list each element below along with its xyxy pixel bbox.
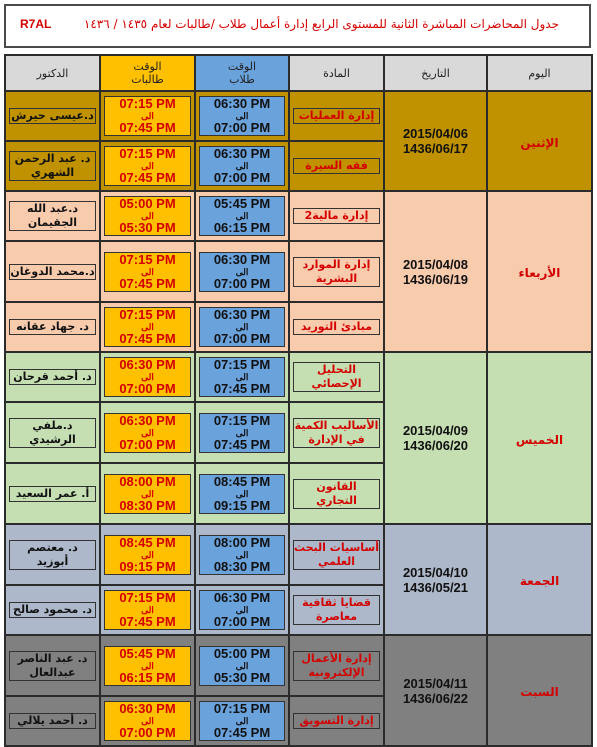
table-row <box>5 352 592 402</box>
day-name: الخميس <box>515 432 564 447</box>
course-cell-box <box>293 540 380 570</box>
course-cell <box>289 241 384 302</box>
female-time-cell-box <box>104 474 191 514</box>
doctor-cell <box>5 352 100 402</box>
time-separator: الى <box>235 322 249 332</box>
day-cell <box>487 91 592 191</box>
header-male-time-line1: الوقت <box>227 60 257 73</box>
female-time-cell-box <box>104 646 191 686</box>
male-end: 07:00 PM <box>213 170 271 185</box>
doctor-name: د.ملفي الرشيدي <box>29 418 76 446</box>
male-start: 06:30 PM <box>213 251 271 267</box>
female-time-cell-box <box>104 307 191 347</box>
time-separator: الى <box>141 161 154 171</box>
course-cell <box>289 463 384 524</box>
doctor-cell-box <box>9 713 96 729</box>
date-gregorian: 2015/04/06 <box>402 126 469 141</box>
male-time-cell <box>195 524 289 585</box>
time-separator: الى <box>235 211 249 221</box>
date-cell <box>384 524 487 635</box>
date-gregorian: 2015/04/09 <box>402 423 469 438</box>
course-name: أساسيات البحث العلمي <box>293 540 379 568</box>
doctor-cell-box <box>9 486 96 502</box>
doctor-cell <box>5 191 100 241</box>
female-start: 08:45 PM <box>119 534 176 550</box>
header-row <box>5 55 592 91</box>
course-cell <box>289 635 384 696</box>
date-hijri: 1436/06/20 <box>402 438 469 453</box>
time-separator: الى <box>141 549 154 560</box>
course-cell <box>289 302 384 352</box>
female-time-cell-box <box>104 590 191 630</box>
schedule-table <box>4 54 593 747</box>
doctor-cell <box>5 696 100 746</box>
time-separator: الى <box>141 716 154 726</box>
doctor-cell <box>5 241 100 302</box>
time-separator: الى <box>235 660 249 671</box>
female-time-cell-box <box>104 701 191 741</box>
time-separator: الى <box>235 111 249 121</box>
date-gregorian: 2015/04/11 <box>403 675 468 691</box>
female-end: 07:45 PM <box>119 170 176 185</box>
course-cell-box <box>293 713 380 729</box>
time-separator: الى <box>141 605 154 615</box>
course-cell-box <box>293 158 380 174</box>
course-cell-box <box>293 418 380 448</box>
doctor-name: د. عبد الناصر عبدالعال <box>17 651 88 679</box>
doctor-cell-box <box>9 602 96 618</box>
male-end: 06:15 PM <box>213 220 271 235</box>
table-row <box>5 635 592 696</box>
doctor-cell-box <box>9 651 96 681</box>
doctor-name: د.عيسى حيرش <box>11 109 94 122</box>
female-start: 07:15 PM <box>119 590 176 605</box>
time-separator: الى <box>235 549 249 560</box>
male-time-cell <box>195 302 289 352</box>
male-end: 07:45 PM <box>213 436 271 452</box>
time-separator: الى <box>235 605 249 615</box>
male-time-cell-box <box>199 701 285 741</box>
header-date: التاريخ <box>384 55 487 91</box>
course-cell-box <box>293 479 380 509</box>
female-start: 05:00 PM <box>119 196 176 211</box>
male-start: 07:15 PM <box>213 357 271 372</box>
doctor-cell <box>5 585 100 635</box>
course-cell-box <box>293 208 380 224</box>
time-separator: الى <box>141 660 154 671</box>
male-time-cell-box <box>199 646 285 686</box>
course-cell <box>289 191 384 241</box>
time-separator: الى <box>235 427 249 438</box>
doctor-name: د. أحمد قرحان <box>13 370 92 383</box>
male-time-cell <box>195 402 289 463</box>
day-name: السبت <box>520 685 559 699</box>
course-name: إدارة التسويق <box>299 714 374 727</box>
course-cell <box>289 352 384 402</box>
male-start: 06:30 PM <box>213 590 271 605</box>
course-name: إدارة العمليات <box>298 109 375 122</box>
male-time-cell <box>195 352 289 402</box>
course-name: قضايا ثقافية معاصرة <box>302 596 371 623</box>
female-start: 06:30 PM <box>119 412 176 428</box>
time-separator: الى <box>235 716 249 726</box>
time-separator: الى <box>141 111 154 121</box>
page-title: جدول المحاضرات المباشرة الثانية للمستوى الرابع إدارة أعمال طلاب /طالبات لعام ١٤٣٥ / ١٤٣٦ <box>83 17 559 31</box>
doctor-cell-box <box>9 369 96 385</box>
male-end: 07:45 PM <box>213 725 271 740</box>
course-cell <box>289 696 384 746</box>
male-time-cell-box <box>199 307 285 347</box>
doctor-cell-box <box>9 264 96 280</box>
male-end: 07:00 PM <box>213 275 271 291</box>
male-time-cell <box>195 191 289 241</box>
female-start: 05:45 PM <box>119 645 176 661</box>
female-end: 07:45 PM <box>119 120 176 135</box>
female-end: 05:30 PM <box>119 220 176 235</box>
male-end: 05:30 PM <box>213 669 271 685</box>
female-time-cell <box>100 696 195 746</box>
doctor-name: د.محمد الدوغان <box>10 264 95 278</box>
table-row <box>5 191 592 241</box>
female-time-cell <box>100 635 195 696</box>
schedule-body <box>5 91 592 746</box>
course-cell <box>289 524 384 585</box>
male-start: 06:30 PM <box>213 146 271 161</box>
female-start: 06:30 PM <box>119 701 176 716</box>
course-cell-box <box>293 108 380 124</box>
course-cell-box <box>293 595 380 625</box>
doctor-name: د.عبد الله الجقيمان <box>26 202 79 229</box>
male-end: 09:15 PM <box>213 497 271 513</box>
time-separator: الى <box>235 372 249 382</box>
course-cell <box>289 91 384 141</box>
female-end: 07:45 PM <box>119 275 176 291</box>
doctor-cell-box <box>9 418 96 448</box>
female-time-cell <box>100 352 195 402</box>
date-cell <box>384 635 487 746</box>
course-name: الأساليب الكمية في الإدارة <box>294 418 379 446</box>
female-time-cell <box>100 524 195 585</box>
time-separator: الى <box>141 266 154 277</box>
male-end: 08:30 PM <box>213 558 271 574</box>
female-time-cell <box>100 402 195 463</box>
male-time-cell <box>195 463 289 524</box>
female-end: 06:15 PM <box>119 669 176 685</box>
female-end: 08:30 PM <box>119 497 176 513</box>
date-cell <box>384 191 487 352</box>
time-separator: الى <box>141 322 154 332</box>
header-course: المادة <box>289 55 384 91</box>
date-gregorian: 2015/04/08 <box>402 256 469 272</box>
doctor-name: أ. عمر السعيد <box>15 486 90 500</box>
female-time-cell <box>100 585 195 635</box>
header-day: اليوم <box>487 55 592 91</box>
course-cell <box>289 141 384 191</box>
header-female-time <box>100 55 195 91</box>
female-time-cell-box <box>104 96 191 136</box>
time-separator: الى <box>235 266 249 277</box>
doctor-name: د. جهاد عقانه <box>16 320 89 333</box>
header-male-time <box>195 55 289 91</box>
date-cell <box>384 352 487 524</box>
header-female-time-line1: الوقت <box>133 60 162 73</box>
male-end: 07:00 PM <box>213 120 271 135</box>
female-time-cell <box>100 463 195 524</box>
course-cell <box>289 585 384 635</box>
doctor-cell-box <box>9 201 96 231</box>
female-end: 07:00 PM <box>119 725 176 740</box>
day-name: الأربعاء <box>518 266 561 280</box>
doctor-name: د. محمود صالح <box>13 603 92 616</box>
day-name: الجمعة <box>519 574 560 588</box>
female-time-cell-box <box>104 146 191 186</box>
female-time-cell-box <box>104 413 191 453</box>
doctor-name: د. أحمد يلالي <box>17 714 88 727</box>
course-cell-box <box>293 362 380 392</box>
male-time-cell-box <box>199 146 285 186</box>
male-start: 06:30 PM <box>213 307 271 322</box>
course-name: فقه السيرة <box>305 159 368 172</box>
title-bar <box>4 4 591 48</box>
female-start: 07:15 PM <box>119 307 176 322</box>
doctor-cell <box>5 463 100 524</box>
doctor-cell <box>5 635 100 696</box>
male-time-cell <box>195 91 289 141</box>
day-cell <box>487 635 592 746</box>
female-time-cell <box>100 191 195 241</box>
header-male-time-line2: طلاب <box>229 73 255 86</box>
time-separator: الى <box>141 211 154 221</box>
doctor-name: د. عبد الرحمن الشهري <box>14 152 91 179</box>
doctor-cell <box>5 141 100 191</box>
female-time-cell-box <box>104 252 191 292</box>
doctor-cell <box>5 524 100 585</box>
female-end: 07:00 PM <box>119 381 176 396</box>
schedule-frame <box>4 4 591 740</box>
table-row <box>5 524 592 585</box>
time-separator: الى <box>235 488 249 499</box>
date-hijri: 1436/05/21 <box>402 579 469 595</box>
female-time-cell-box <box>104 196 191 236</box>
female-end: 07:45 PM <box>119 614 176 629</box>
date-hijri: 1436/06/22 <box>402 690 469 706</box>
time-separator: الى <box>141 427 154 438</box>
course-cell-box <box>293 651 380 681</box>
male-start: 08:45 PM <box>213 473 271 489</box>
female-start: 07:15 PM <box>119 96 176 111</box>
female-time-cell <box>100 302 195 352</box>
male-time-cell-box <box>199 474 285 514</box>
course-name: إدارة مالية2 <box>304 209 369 222</box>
male-time-cell <box>195 241 289 302</box>
female-time-cell-box <box>104 357 191 397</box>
male-start: 07:15 PM <box>213 701 271 716</box>
female-time-cell <box>100 141 195 191</box>
date-gregorian: 2015/04/10 <box>402 564 469 580</box>
male-time-cell <box>195 141 289 191</box>
female-time-cell <box>100 241 195 302</box>
male-time-cell <box>195 696 289 746</box>
day-cell <box>487 524 592 635</box>
day-cell <box>487 352 592 524</box>
day-name: الإثنين <box>520 135 559 150</box>
doctor-cell-box <box>9 319 96 335</box>
male-time-cell-box <box>199 196 285 236</box>
time-separator: الى <box>141 488 154 499</box>
male-start: 08:00 PM <box>213 534 271 550</box>
date-hijri: 1436/06/17 <box>402 141 469 156</box>
female-time-cell <box>100 91 195 141</box>
male-start: 06:30 PM <box>213 96 271 111</box>
doctor-cell <box>5 91 100 141</box>
date-hijri: 1436/06/19 <box>402 271 469 287</box>
course-cell-box <box>293 257 380 287</box>
course-name: القانون التجاري <box>316 479 357 507</box>
doctor-cell-box <box>9 540 96 570</box>
male-time-cell-box <box>199 252 285 292</box>
course-cell <box>289 402 384 463</box>
doctor-cell <box>5 302 100 352</box>
female-end: 09:15 PM <box>119 558 176 574</box>
male-time-cell-box <box>199 96 285 136</box>
male-start: 05:45 PM <box>213 196 271 211</box>
course-name: إدارة الموارد البشرية <box>302 257 371 285</box>
female-end: 07:45 PM <box>119 331 176 346</box>
doctor-name: د. معتصم أبوزيد <box>27 540 78 568</box>
male-end: 07:00 PM <box>213 331 271 346</box>
female-start: 07:15 PM <box>119 146 176 161</box>
female-start: 06:30 PM <box>119 357 176 372</box>
course-name: إدارة الأعمال الإلكترونية <box>301 651 372 679</box>
date-cell <box>384 91 487 191</box>
female-time-cell-box <box>104 535 191 575</box>
female-start: 08:00 PM <box>119 473 176 489</box>
time-separator: الى <box>235 161 249 171</box>
doctor-cell-box <box>9 108 96 124</box>
male-time-cell-box <box>199 357 285 397</box>
doctor-cell <box>5 402 100 463</box>
doctor-cell-box <box>9 151 96 181</box>
male-end: 07:00 PM <box>213 614 271 629</box>
table-row <box>5 91 592 141</box>
header-female-time-line2: طالبات <box>131 73 164 86</box>
course-name: التحليل الإحصائي <box>311 363 362 390</box>
day-cell <box>487 191 592 352</box>
course-cell-box <box>293 319 380 335</box>
female-end: 07:00 PM <box>119 436 176 452</box>
male-time-cell-box <box>199 590 285 630</box>
time-separator: الى <box>141 372 154 382</box>
male-end: 07:45 PM <box>213 381 271 396</box>
male-time-cell <box>195 635 289 696</box>
male-time-cell-box <box>199 413 285 453</box>
female-start: 07:15 PM <box>119 251 176 267</box>
course-name: مبادئ التوريد <box>300 320 373 333</box>
header-doctor: الدكتور <box>5 55 100 91</box>
brand-label: R7AL <box>20 17 52 31</box>
male-start: 07:15 PM <box>213 412 271 428</box>
male-start: 05:00 PM <box>213 645 271 661</box>
male-time-cell-box <box>199 535 285 575</box>
male-time-cell <box>195 585 289 635</box>
